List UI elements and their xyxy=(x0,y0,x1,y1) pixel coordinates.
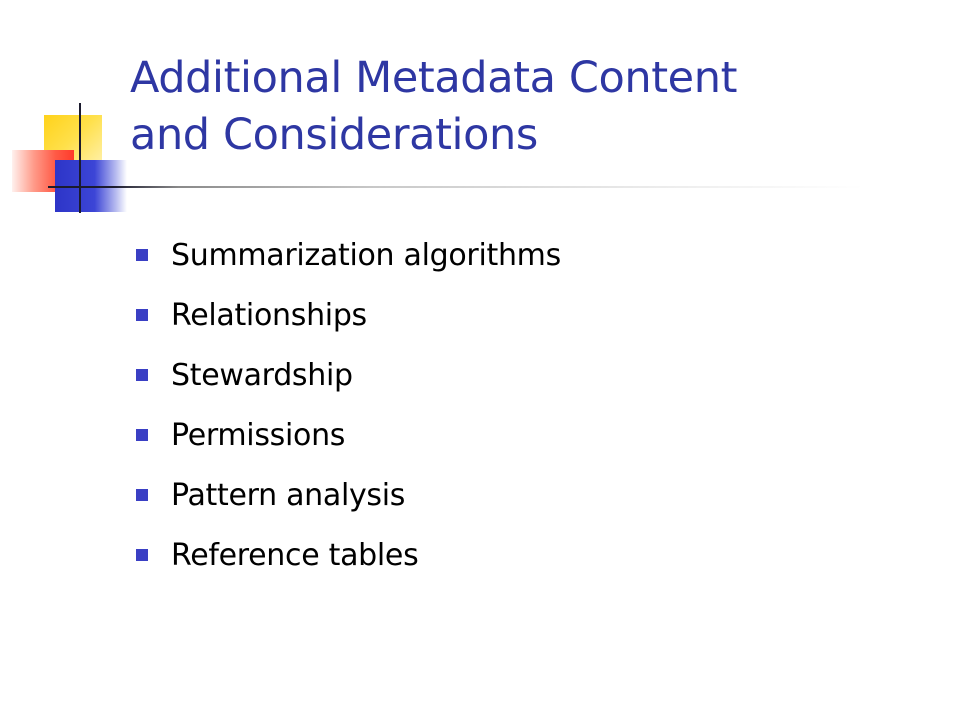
square-bullet-icon xyxy=(136,489,148,501)
bullet-item xyxy=(136,345,561,405)
bullet-text: Relationships xyxy=(171,297,367,333)
bullet-text: Pattern analysis xyxy=(171,477,406,513)
square-bullet-icon xyxy=(136,249,148,261)
square-bullet-icon xyxy=(136,549,148,561)
bullet-item xyxy=(136,405,561,465)
bullet-text: Permissions xyxy=(171,417,346,453)
bullet-text: Summarization algorithms xyxy=(171,237,561,273)
square-bullet-icon xyxy=(136,369,148,381)
vertical-rule-decoration xyxy=(79,103,81,213)
bullet-text: Reference tables xyxy=(171,537,419,573)
title-underline-rule xyxy=(48,186,864,188)
bullet-list xyxy=(136,225,561,585)
slide-title-line-1: Additional Metadata Content xyxy=(130,53,738,103)
bullet-item xyxy=(136,225,561,285)
bullet-item xyxy=(136,525,561,585)
slide-title-line-2: and Considerations xyxy=(130,110,538,160)
bullet-item xyxy=(136,465,561,525)
square-bullet-icon xyxy=(136,429,148,441)
bullet-text: Stewardship xyxy=(171,357,353,393)
slide-title xyxy=(130,50,930,164)
bullet-item xyxy=(136,285,561,345)
square-bullet-icon xyxy=(136,309,148,321)
